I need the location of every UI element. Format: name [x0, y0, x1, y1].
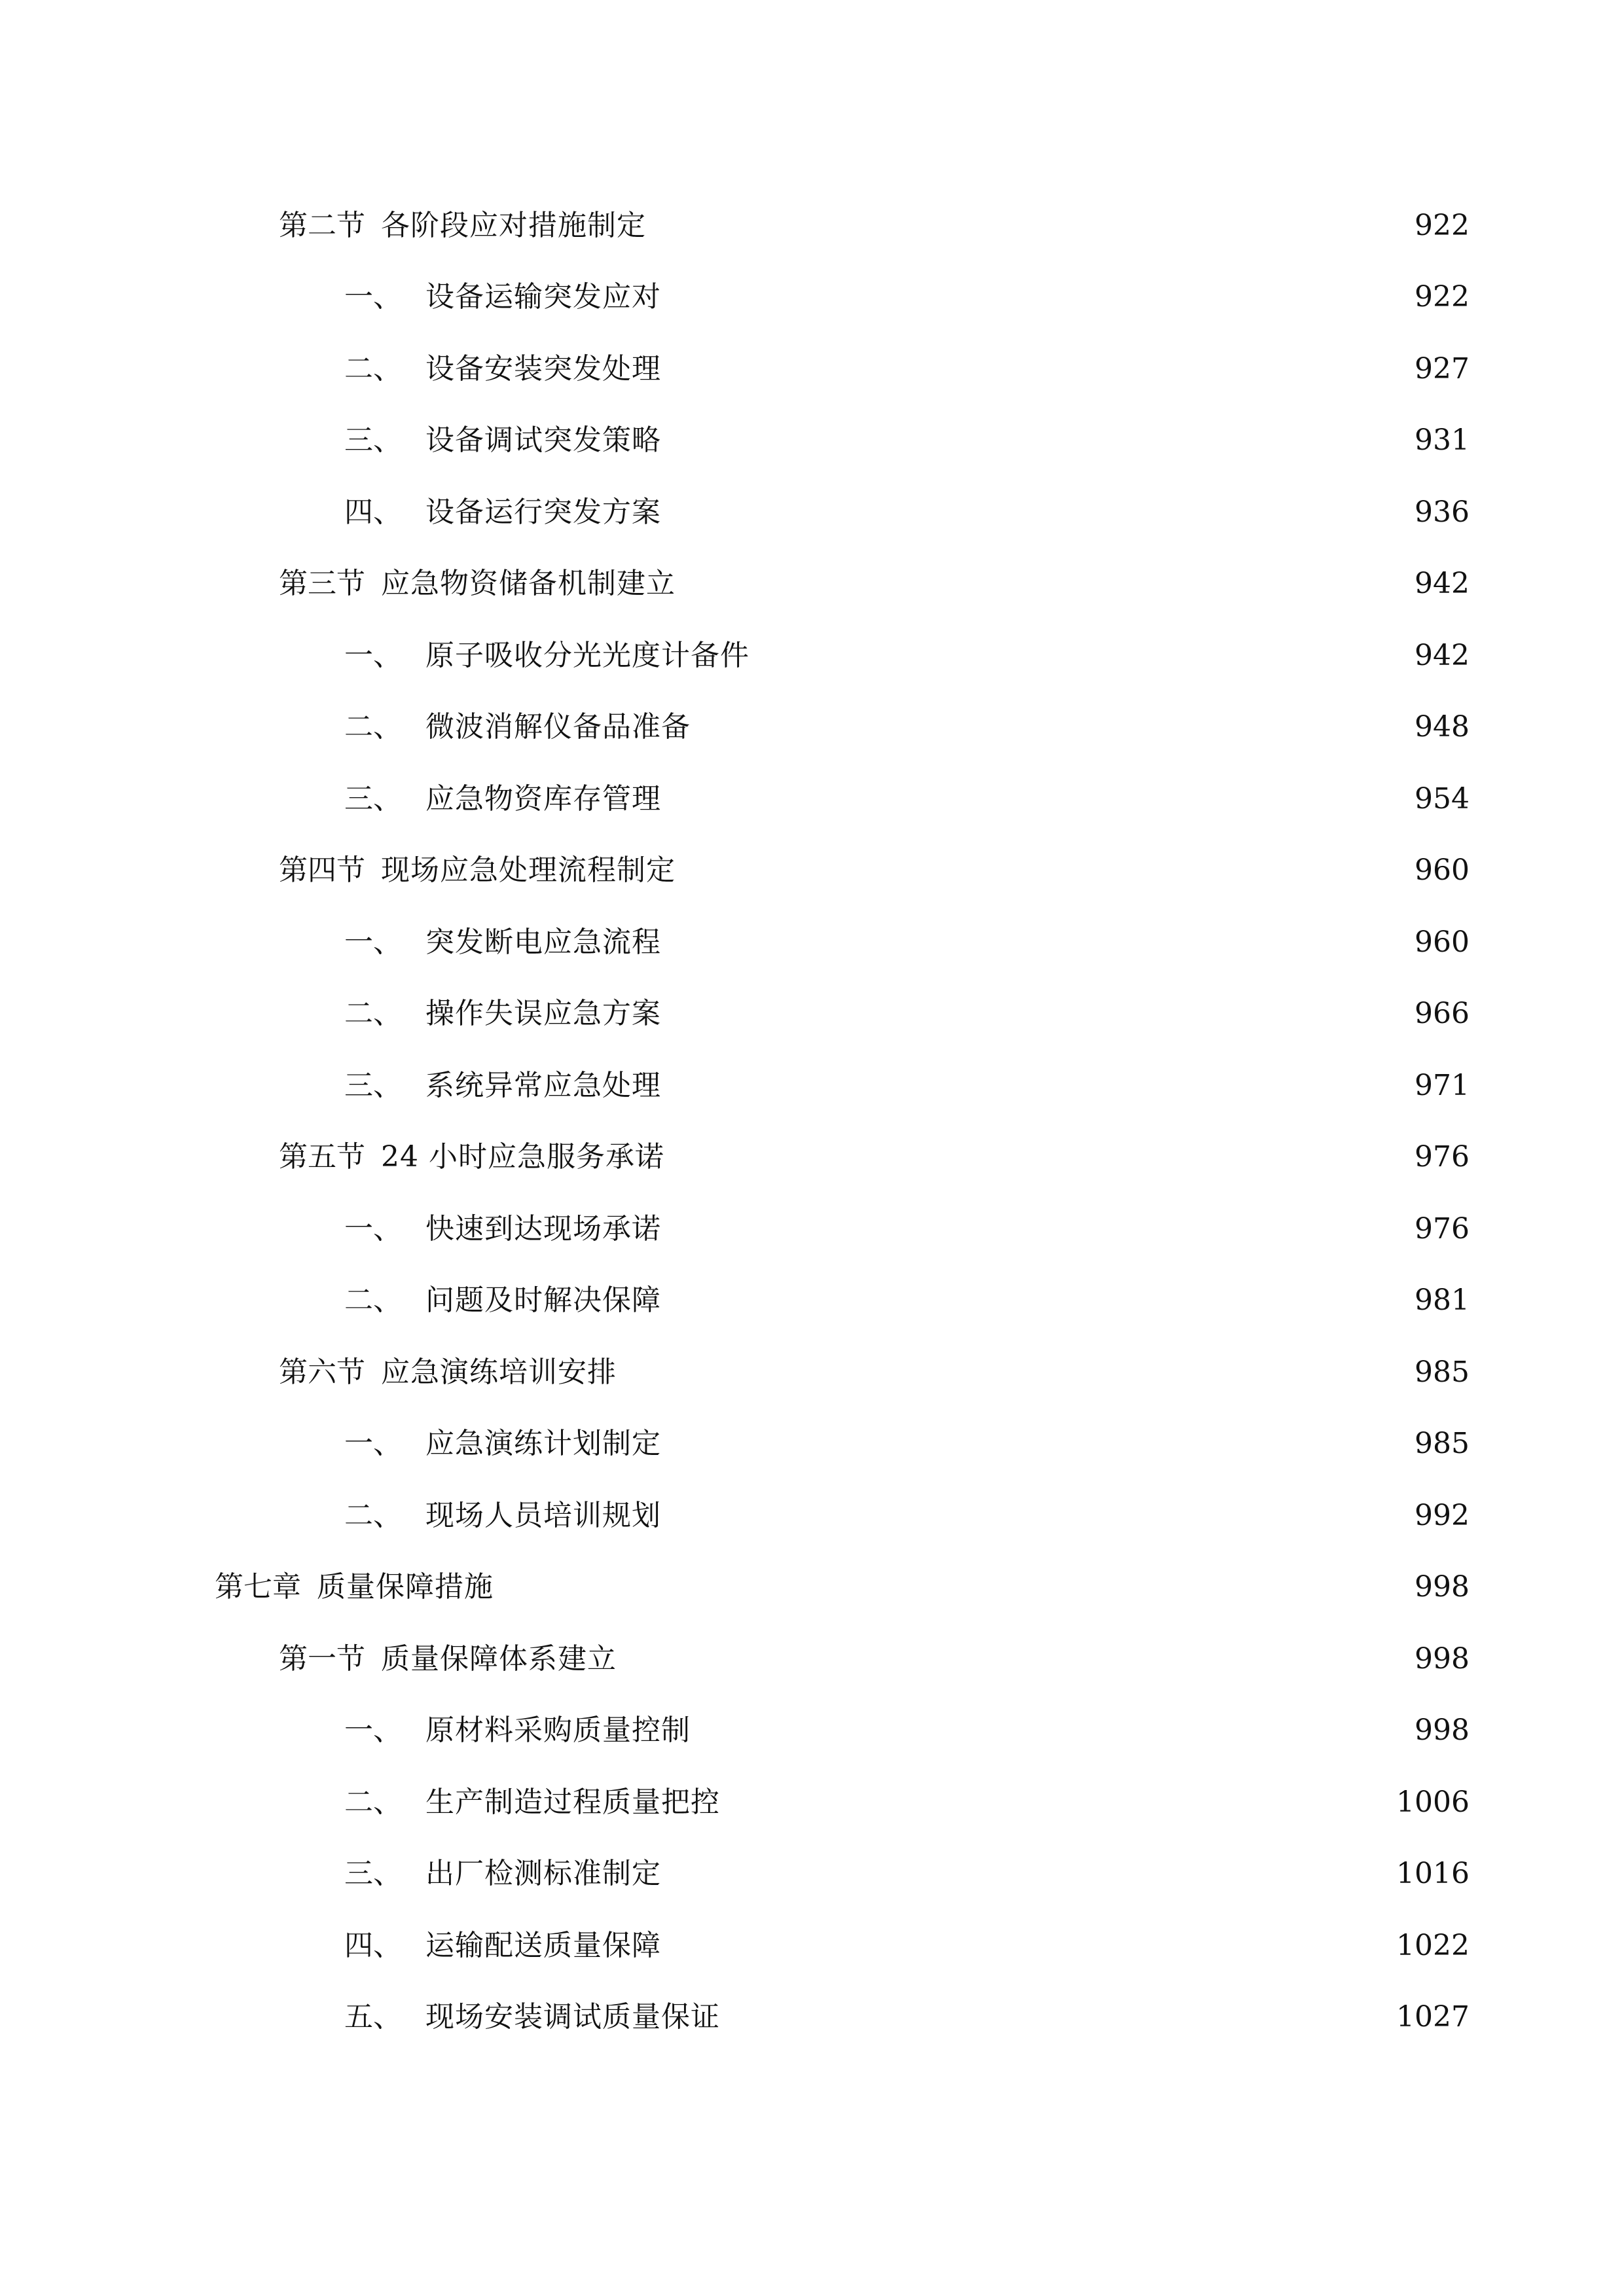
toc-entry-title: 设备运行突发方案 — [425, 495, 661, 529]
toc-entry-title: 应急演练培训安排 — [381, 1355, 617, 1389]
toc-entry-title: 设备运输突发应对 — [425, 280, 661, 314]
dot-leader — [626, 1358, 1403, 1387]
toc-entry-page: 976 — [1415, 1140, 1470, 1174]
toc-entry-title: 突发断电应急流程 — [425, 925, 661, 959]
toc-entry-title: 原材料采购质量控制 — [425, 1713, 691, 1748]
toc-entry-item[interactable] — [0, 1982, 1624, 2054]
toc-entry-title: 运输配送质量保障 — [425, 1928, 661, 1962]
toc-entry-page: 971 — [1415, 1068, 1470, 1102]
toc-entry-item[interactable] — [0, 763, 1624, 835]
toc-entry-item[interactable] — [0, 476, 1624, 548]
toc-entry-number: 一、 — [344, 1427, 402, 1461]
dot-leader — [670, 283, 1403, 312]
toc-entry-number: 二、 — [344, 997, 402, 1031]
toc-entry-page: 1027 — [1396, 2000, 1470, 2034]
toc-entry-page: 954 — [1415, 781, 1470, 816]
dot-leader — [670, 1071, 1403, 1100]
dot-leader — [655, 211, 1403, 240]
toc-entry-item[interactable] — [0, 1695, 1624, 1767]
toc-entry-page: 948 — [1415, 710, 1470, 744]
dot-leader — [685, 856, 1403, 885]
toc-entry-page: 942 — [1415, 567, 1470, 601]
toc-entry-item[interactable] — [0, 405, 1624, 477]
dot-leader — [670, 1286, 1403, 1315]
toc-entry-title: 现场安装调试质量保证 — [425, 2000, 720, 2034]
toc-entry-title: 出厂检测标准制定 — [425, 1857, 661, 1891]
dot-leader — [700, 1716, 1403, 1745]
toc-entry-item[interactable] — [0, 262, 1624, 334]
dot-leader — [729, 1788, 1384, 1817]
dot-leader — [674, 1143, 1403, 1172]
toc-entry-title: 设备调试突发策略 — [425, 423, 661, 457]
toc-entry-title: 应急物资储备机制建立 — [381, 567, 676, 601]
toc-entry-page: 976 — [1415, 1211, 1470, 1246]
toc-entry-title: 质量保障措施 — [317, 1570, 494, 1604]
dot-leader — [670, 498, 1403, 527]
dot-leader — [503, 1573, 1403, 1602]
toc-entry-page: 1006 — [1396, 1785, 1470, 1819]
toc-entry-item[interactable] — [0, 1408, 1624, 1480]
toc-entry-page: 966 — [1415, 997, 1470, 1031]
toc-entry-number: 二、 — [344, 351, 402, 386]
toc-entry-title: 原子吸收分光光度计备件 — [425, 638, 749, 672]
toc-entry-page: 992 — [1415, 1498, 1470, 1532]
dot-leader — [670, 1429, 1403, 1458]
toc-entry-item[interactable] — [0, 978, 1624, 1050]
toc-entry-number: 二、 — [344, 1785, 402, 1819]
dot-leader — [670, 999, 1403, 1028]
toc-entry-number: 二、 — [344, 710, 402, 744]
toc-entry-page: 1016 — [1396, 1857, 1470, 1891]
toc-entry-number: 第六节 — [279, 1355, 365, 1389]
dot-leader — [670, 785, 1403, 814]
toc-entry-number: 一、 — [344, 925, 402, 959]
toc-entry-number: 一、 — [344, 1713, 402, 1748]
toc-entry-item[interactable] — [0, 1910, 1624, 1982]
toc-entry-number: 三、 — [344, 423, 402, 457]
toc-entry-title: 操作失误应急方案 — [425, 997, 661, 1031]
toc-entry-item[interactable] — [0, 1050, 1624, 1122]
toc-entry-title: 微波消解仪备品准备 — [425, 710, 691, 744]
toc-entry-number: 第一节 — [279, 1641, 365, 1676]
toc-entry-page: 985 — [1415, 1427, 1470, 1461]
toc-entry-section[interactable] — [0, 548, 1624, 620]
toc-entry-title: 质量保障体系建立 — [381, 1641, 617, 1676]
dot-leader — [670, 1859, 1384, 1888]
toc-entry-title: 生产制造过程质量把控 — [425, 1785, 720, 1819]
toc-entry-item[interactable] — [0, 692, 1624, 764]
toc-entry-title: 设备安装突发处理 — [425, 351, 661, 386]
toc-entry-number: 二、 — [344, 1498, 402, 1532]
toc-entry-number: 五、 — [344, 2000, 402, 2034]
toc-entry-number: 三、 — [344, 1068, 402, 1102]
toc-entry-title: 24 小时应急服务承诺 — [381, 1140, 664, 1174]
toc-entry-number: 第三节 — [279, 567, 365, 601]
toc-entry-item[interactable] — [0, 333, 1624, 405]
toc-entry-page: 942 — [1415, 638, 1470, 672]
toc-entry-item[interactable] — [0, 1265, 1624, 1337]
toc-entry-number: 第七章 — [215, 1570, 301, 1604]
table-of-contents — [0, 190, 1624, 2053]
toc-entry-page: 998 — [1415, 1570, 1470, 1604]
dot-leader — [670, 1931, 1384, 1960]
toc-entry-number: 四、 — [344, 1928, 402, 1962]
dot-leader — [670, 426, 1403, 455]
toc-entry-page: 981 — [1415, 1283, 1470, 1318]
toc-entry-title: 应急演练计划制定 — [425, 1427, 661, 1461]
toc-entry-number: 三、 — [344, 781, 402, 816]
dot-leader — [685, 569, 1403, 598]
toc-entry-page: 960 — [1415, 925, 1470, 959]
toc-entry-page: 1022 — [1396, 1928, 1470, 1962]
toc-entry-chapter[interactable] — [0, 1552, 1624, 1624]
toc-entry-item[interactable] — [0, 1767, 1624, 1839]
toc-entry-section[interactable] — [0, 190, 1624, 262]
toc-entry-page: 922 — [1415, 280, 1470, 314]
toc-entry-item[interactable] — [0, 1480, 1624, 1552]
toc-entry-page: 922 — [1415, 208, 1470, 242]
toc-entry-item[interactable] — [0, 1839, 1624, 1910]
toc-entry-title: 问题及时解决保障 — [425, 1283, 661, 1318]
dot-leader — [729, 2003, 1384, 2032]
toc-entry-page: 998 — [1415, 1713, 1470, 1748]
toc-entry-number: 四、 — [344, 495, 402, 529]
toc-entry-title: 各阶段应对措施制定 — [381, 208, 646, 242]
dot-leader — [670, 928, 1403, 957]
toc-entry-page: 960 — [1415, 853, 1470, 888]
dot-leader — [626, 1645, 1403, 1674]
toc-entry-title: 快速到达现场承诺 — [425, 1211, 661, 1246]
toc-entry-section[interactable] — [0, 1623, 1624, 1695]
toc-entry-title: 现场人员培训规划 — [425, 1498, 661, 1532]
toc-entry-title: 系统异常应急处理 — [425, 1068, 661, 1102]
toc-entry-number: 一、 — [344, 280, 402, 314]
toc-entry-page: 931 — [1415, 423, 1470, 457]
toc-entry-section[interactable] — [0, 1122, 1624, 1194]
dot-leader — [670, 1215, 1403, 1244]
toc-entry-number: 一、 — [344, 1211, 402, 1246]
toc-entry-number: 第四节 — [279, 853, 365, 888]
toc-entry-number: 第二节 — [279, 208, 365, 242]
toc-entry-section[interactable] — [0, 835, 1624, 907]
toc-entry-number: 第五节 — [279, 1140, 365, 1174]
toc-entry-item[interactable] — [0, 1193, 1624, 1265]
toc-entry-section[interactable] — [0, 1336, 1624, 1408]
toc-entry-number: 三、 — [344, 1857, 402, 1891]
toc-entry-number: 二、 — [344, 1283, 402, 1318]
toc-entry-item[interactable] — [0, 620, 1624, 692]
toc-entry-page: 998 — [1415, 1641, 1470, 1676]
dot-leader — [759, 641, 1403, 670]
dot-leader — [670, 355, 1403, 384]
dot-leader — [670, 1501, 1403, 1530]
toc-entry-title: 应急物资库存管理 — [425, 781, 661, 816]
toc-entry-page: 936 — [1415, 495, 1470, 529]
toc-entry-item[interactable] — [0, 906, 1624, 978]
toc-entry-title: 现场应急处理流程制定 — [381, 853, 676, 888]
toc-entry-page: 927 — [1415, 351, 1470, 386]
toc-entry-number: 一、 — [344, 638, 402, 672]
toc-entry-page: 985 — [1415, 1355, 1470, 1389]
dot-leader — [700, 713, 1403, 742]
